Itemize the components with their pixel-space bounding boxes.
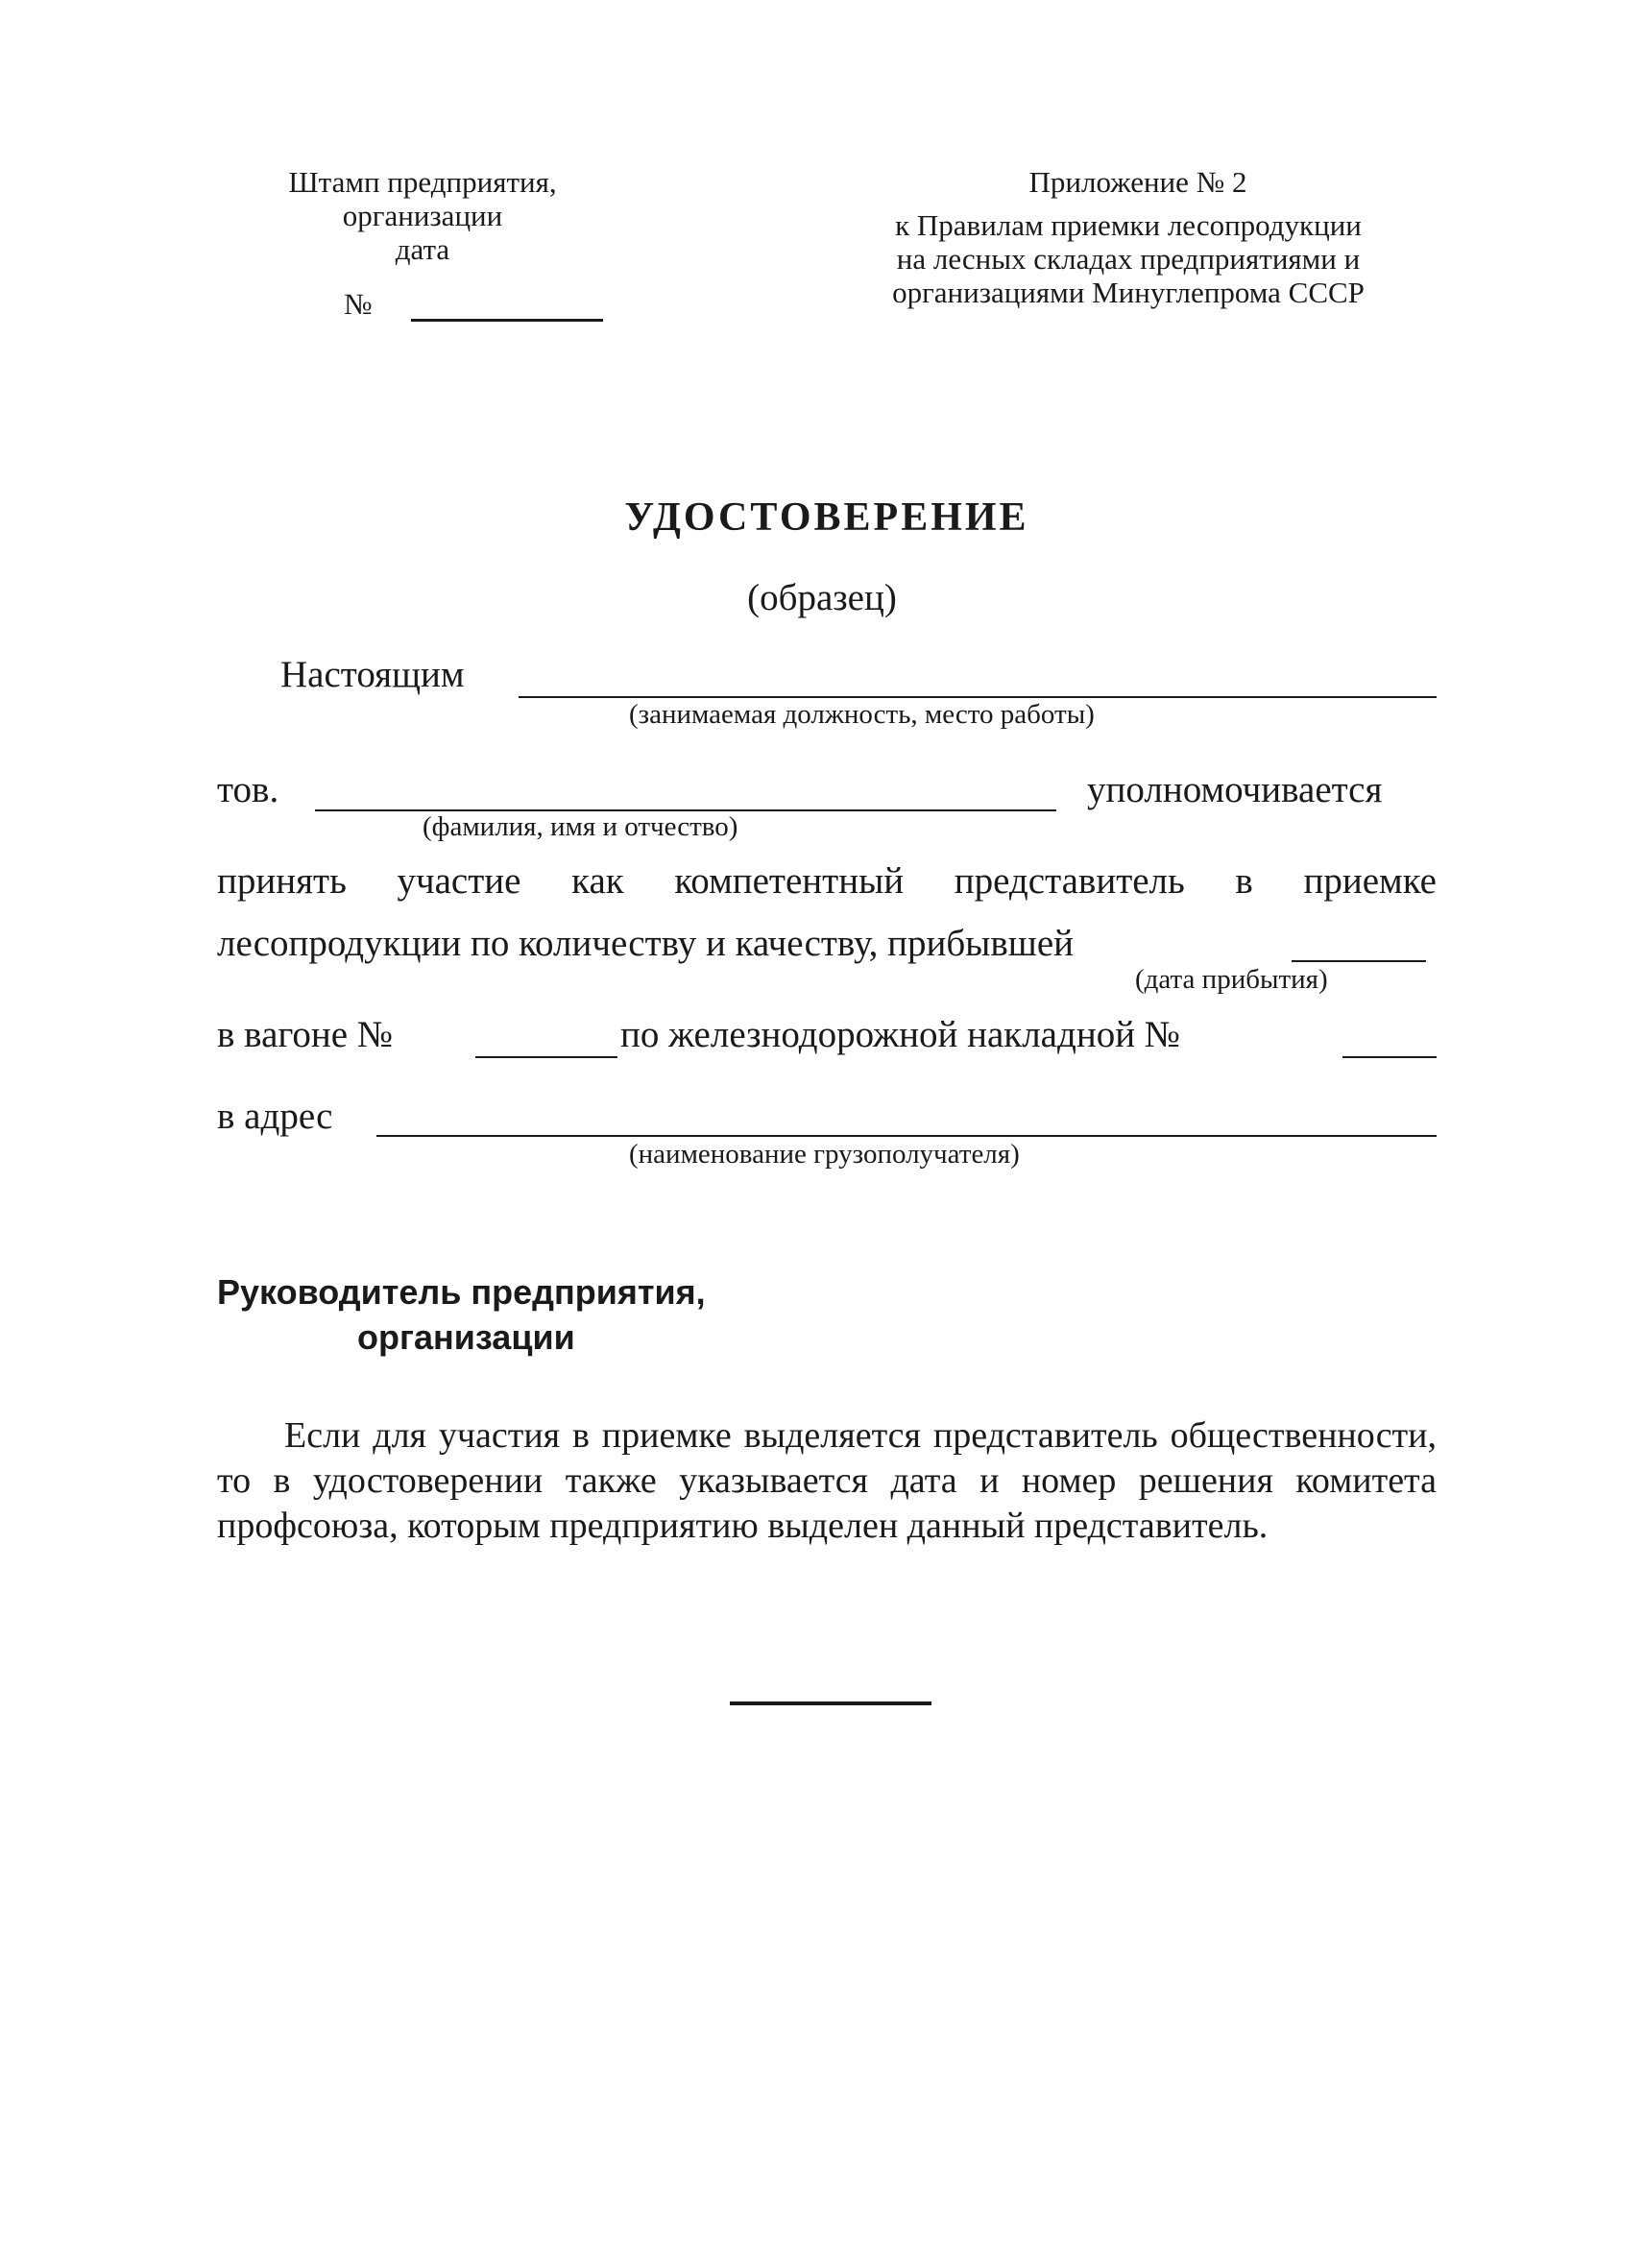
row4-text: лесопродукции по количеству и качеству, прибывшей <box>217 923 1075 964</box>
row2-hint: (фамилия, имя и отчество) <box>423 811 738 842</box>
row4-hint: (дата прибытия) <box>1135 964 1328 995</box>
row4-blank <box>1292 960 1426 962</box>
end-divider <box>730 1701 931 1705</box>
appendix-line-2: на лесных складах предприятиями и <box>896 242 1361 276</box>
row5-label-2: по железнодорожной накладной № <box>620 1014 1181 1055</box>
row1-hint: (занимаемая должность, место работы) <box>629 699 1095 730</box>
row1-blank <box>519 696 1437 698</box>
stamp-block <box>221 165 624 322</box>
document-title: УДОСТОВЕРЕНИЕ <box>624 495 1029 540</box>
stamp-line-1: Штамп предприятия, <box>288 165 557 199</box>
stamp-number-blank <box>411 319 603 322</box>
row3-text: принять участие как компетентный представитель в приемке <box>217 860 1437 902</box>
stamp-number-label: № <box>344 287 373 321</box>
row6-blank <box>376 1135 1437 1137</box>
signature-line-1: Руководитель предприятия, <box>217 1272 706 1312</box>
appendix-line-1: к Правилам приемки лесопродукции <box>895 208 1362 242</box>
stamp-line-2: организации <box>342 199 503 232</box>
row5-blank-2 <box>1342 1056 1437 1058</box>
row5-blank-1 <box>475 1056 617 1058</box>
stamp-line-3: дата <box>395 232 450 266</box>
row2-label: тов. <box>217 769 279 810</box>
row6-label: в адрес <box>217 1096 333 1137</box>
signature-line-2: организации <box>357 1317 575 1357</box>
row2-suffix: уполномочивается <box>1087 769 1383 810</box>
row6-hint: (наименование грузополучателя) <box>629 1139 1020 1170</box>
note-paragraph: Если для участия в приемке выделяется представитель общественности, то в удостоверении также указывается дата и номер решения комитета профсоюза, которым предприятию выделен данный представитель. <box>217 1415 1437 1546</box>
appendix-line-3: организациями Минуглепрома СССР <box>892 276 1365 309</box>
document-subtitle: (образец) <box>747 577 897 618</box>
stamp-number-row <box>221 287 624 322</box>
appendix-title: Приложение № 2 <box>1028 165 1247 199</box>
row1-label: Настоящим <box>280 654 465 695</box>
appendix-block <box>816 165 1440 309</box>
row5-label-1: в вагоне № <box>217 1014 394 1055</box>
